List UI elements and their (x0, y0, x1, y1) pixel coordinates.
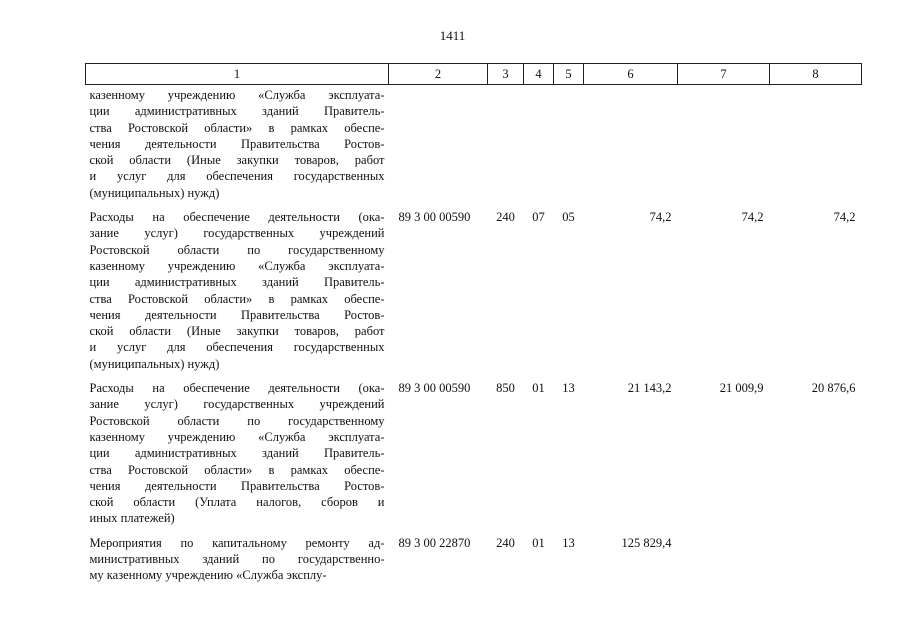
column-header-3: 3 (488, 64, 524, 85)
table-row (86, 205, 862, 376)
subsection: 13 (562, 535, 575, 550)
budget-code: 89 3 00 00590 (398, 381, 471, 396)
header-row (86, 64, 862, 85)
description-line: ской области (Иные закупки товаров, работ (89, 153, 385, 168)
amount-year-2 (678, 531, 770, 588)
row-description (86, 85, 389, 206)
table-body (86, 85, 862, 588)
section: 01 (532, 535, 545, 550)
description-line: зание услуг) государственных учреждений (89, 226, 385, 241)
expense-type: 850 (496, 381, 515, 396)
description-line: ской области (Уплата налогов, сборов и (89, 495, 385, 510)
budget-table (85, 63, 862, 588)
amount-year-3: 74,2 (833, 210, 856, 225)
amount-year-1: 74,2 (649, 210, 672, 225)
column-header-1: 1 (86, 64, 389, 85)
amount-year-2: 21 009,9 (719, 381, 764, 396)
column-header-4: 4 (524, 64, 554, 85)
section: 07 (532, 210, 545, 225)
budget-code: 89 3 00 00590 (398, 210, 471, 225)
description-line: зание услуг) государственных учреждений (89, 397, 385, 412)
section (524, 85, 554, 206)
section: 01 (532, 381, 545, 396)
row-description (86, 376, 389, 531)
row-description (86, 205, 389, 376)
description-line: ства Ростовской области» в рамках обеспе- (89, 462, 385, 477)
description-line: Ростовской области по государственному (89, 413, 385, 428)
description-line: ства Ростовской области» в рамках обеспе- (89, 291, 385, 306)
description-line: ства Ростовской области» в рамках обеспе- (89, 120, 385, 135)
amount-year-2: 74,2 (741, 210, 764, 225)
description-line: чения деятельности Правительства Ростов- (89, 136, 385, 151)
column-header-6: 6 (584, 64, 678, 85)
description-line: министративных зданий по государственно- (89, 552, 385, 567)
description-line: чения деятельности Правительства Ростов- (89, 478, 385, 493)
column-header-2: 2 (389, 64, 488, 85)
description-line: казенному учреждению «Служба эксплуата- (89, 258, 385, 273)
table-row (86, 376, 862, 531)
description-line: му казенному учреждению «Служба эксплу- (89, 568, 327, 583)
expense-type: 240 (496, 535, 515, 550)
description-line: Расходы на обеспечение деятельности (ока- (89, 210, 385, 225)
table-row (86, 531, 862, 588)
column-header-8: 8 (770, 64, 862, 85)
subsection: 13 (562, 381, 575, 396)
description-line: казенному учреждению «Служба эксплуата- (89, 429, 385, 444)
amount-year-1: 125 829,4 (621, 535, 672, 550)
amount-year-3 (770, 85, 862, 206)
description-line: ской области (Иные закупки товаров, работ (89, 324, 385, 339)
page-number: 1411 (439, 28, 466, 43)
amount-year-3: 20 876,6 (811, 381, 856, 396)
subsection: 05 (562, 210, 575, 225)
expense-type: 240 (496, 210, 515, 225)
table-row (86, 85, 862, 206)
amount-year-1: 21 143,2 (627, 381, 672, 396)
amount-year-1 (584, 85, 678, 206)
description-line: ции административных зданий Правитель- (89, 275, 385, 290)
description-line: и услуг для обеспечения государственных (89, 169, 385, 184)
description-line: ции административных зданий Правитель- (89, 104, 385, 119)
budget-code (389, 85, 488, 206)
description-line: (муниципальных) нужд) (89, 356, 220, 371)
description-line: и услуг для обеспечения государственных (89, 340, 385, 355)
amount-year-2 (678, 85, 770, 206)
column-header-5: 5 (554, 64, 584, 85)
description-line: ции административных зданий Правитель- (89, 446, 385, 461)
description-line: Мероприятия по капитальному ремонту ад- (89, 535, 385, 550)
row-description (86, 531, 389, 588)
description-line: (муниципальных) нужд) (89, 185, 220, 200)
amount-year-3 (770, 531, 862, 588)
description-line: чения деятельности Правительства Ростов- (89, 307, 385, 322)
description-line: Расходы на обеспечение деятельности (ока- (89, 381, 385, 396)
description-line: казенному учреждению «Служба эксплуата- (89, 88, 385, 102)
description-line: иных платежей) (89, 511, 175, 526)
column-header-7: 7 (678, 64, 770, 85)
subsection (554, 85, 584, 206)
description-line: Ростовской области по государственному (89, 242, 385, 257)
budget-code: 89 3 00 22870 (398, 535, 471, 550)
expense-type (488, 85, 524, 206)
